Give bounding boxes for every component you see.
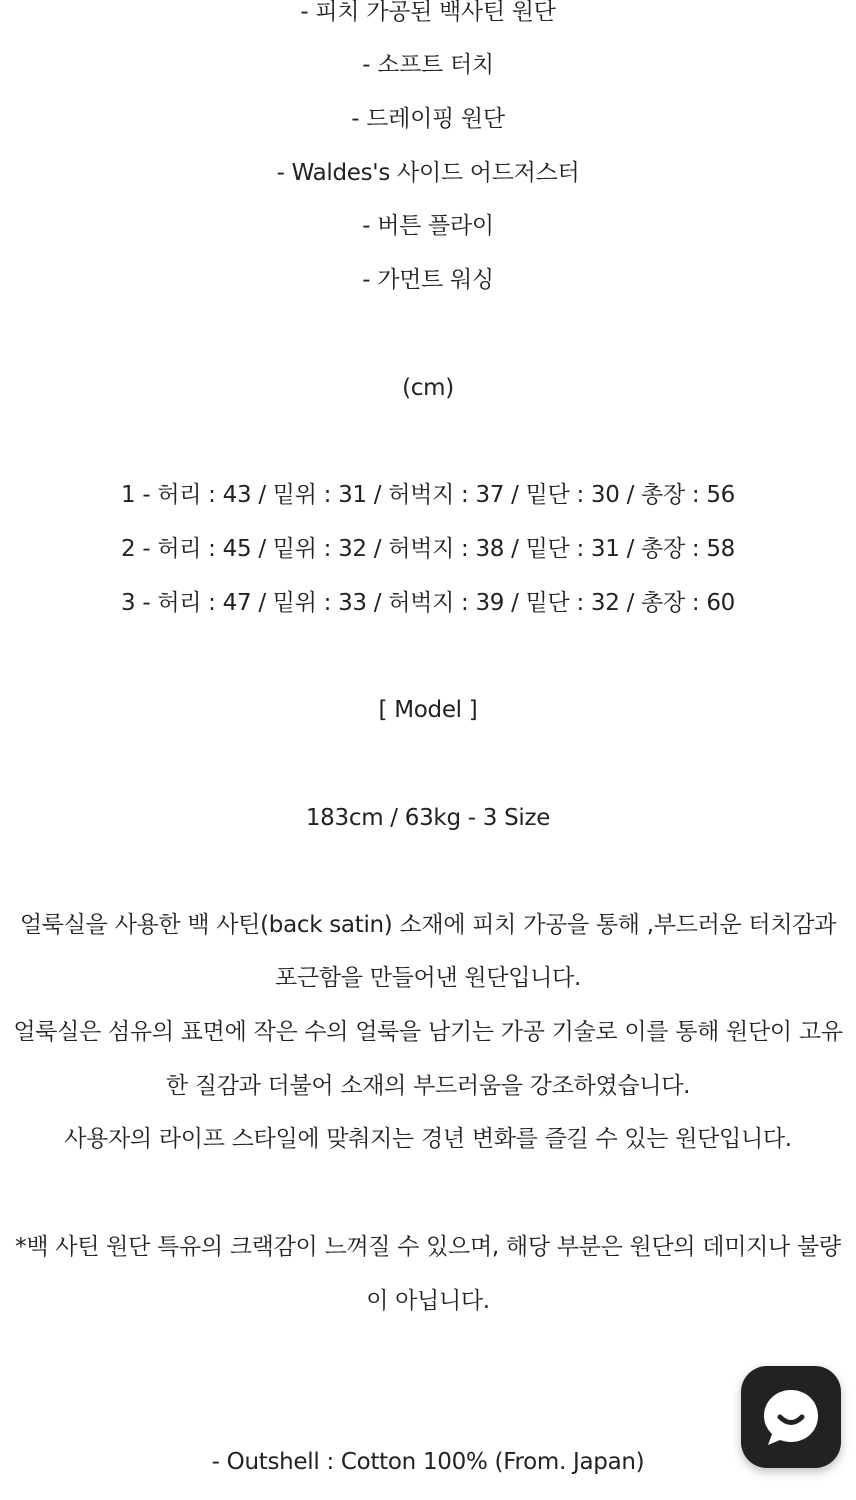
feature-item: - 피치 가공된 백사틴 원단: [300, 0, 556, 25]
size-unit: (cm): [402, 375, 454, 401]
feature-item: - Waldes's 사이드 어드저스터: [276, 160, 580, 186]
model-heading: [ Model ]: [378, 697, 478, 723]
feature-item: - 드레이핑 원단: [351, 106, 505, 132]
feature-item: - 가먼트 워싱: [362, 267, 494, 293]
size-row: 1 - 허리 : 43 / 밑위 : 31 / 허벅지 : 37 / 밑단 : 30 / 총장 : 56: [120, 482, 736, 508]
description-line: 포근함을 만들어낸 원단입니다.: [275, 965, 581, 991]
model-info: 183cm / 63kg - 3 Size: [305, 805, 551, 831]
description-line: 얼룩실을 사용한 백 사틴(back satin) 소재에 피치 가공을 통해 ,부드러운 터치감과: [19, 912, 837, 938]
size-row: 2 - 허리 : 45 / 밑위 : 32 / 허벅지 : 38 / 밑단 : 31 / 총장 : 58: [120, 536, 736, 562]
description-line: 사용자의 라이프 스타일에 맞춰지는 경년 변화를 즐길 수 있는 원단입니다.: [64, 1126, 792, 1152]
chat-button[interactable]: [741, 1366, 841, 1468]
note-line: *백 사틴 원단 특유의 크랙감이 느껴질 수 있으며, 해당 부분은 원단의 데미지나 불량: [15, 1234, 841, 1260]
chat-bubble-smile-icon: [760, 1386, 822, 1448]
feature-item: - 버튼 플라이: [362, 213, 494, 239]
note-line: 이 아닙니다.: [366, 1288, 490, 1314]
size-row: 3 - 허리 : 47 / 밑위 : 33 / 허벅지 : 39 / 밑단 : 32 / 총장 : 60: [120, 590, 736, 616]
feature-item: - 소프트 터치: [362, 52, 494, 78]
description-line: 얼룩실은 섬유의 표면에 작은 수의 얼룩을 남기는 가공 기술로 이를 통해 원단이 고유: [13, 1019, 843, 1045]
composition: - Outshell : Cotton 100% (From. Japan): [211, 1449, 645, 1475]
description-line: 한 질감과 더불어 소재의 부드러움을 강조하였습니다.: [165, 1073, 691, 1099]
